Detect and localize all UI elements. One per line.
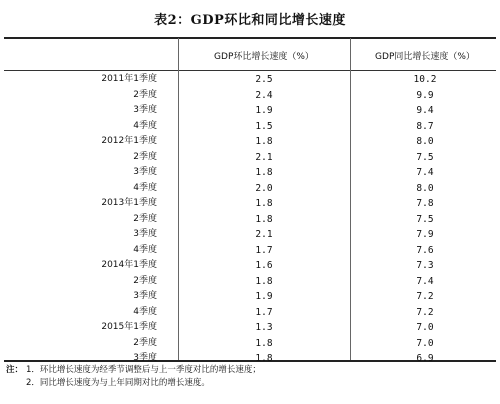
qoq-value: 1.8 — [255, 337, 273, 349]
yoy-value: 7.4 — [416, 167, 434, 178]
yoy-value: 7.9 — [416, 229, 434, 240]
qoq-value: 2.5 — [255, 74, 273, 85]
row-label: 4季度 — [133, 306, 157, 317]
qoq-value: 1.8 — [255, 198, 273, 209]
table-row — [0, 165, 500, 181]
qoq-value: 1.9 — [255, 105, 273, 116]
yoy-value: 7.6 — [416, 244, 434, 256]
table-row — [0, 305, 500, 321]
yoy-value: 6.9 — [416, 353, 434, 364]
row-label: 3季度 — [133, 105, 157, 115]
table-row — [0, 150, 500, 166]
table-row — [0, 103, 500, 119]
table-row — [0, 134, 500, 150]
qoq-value: 2.0 — [255, 182, 273, 194]
yoy-value: 9.4 — [416, 105, 434, 116]
table-top-rule — [4, 37, 496, 39]
table-row — [0, 258, 500, 274]
qoq-value: 1.8 — [255, 136, 273, 147]
table-row — [0, 289, 500, 305]
row-label: 3季度 — [133, 353, 157, 363]
yoy-value: 8.0 — [416, 136, 434, 147]
row-label: 4季度 — [133, 182, 157, 193]
note-label: 注： — [6, 365, 24, 375]
qoq-value: 1.8 — [255, 353, 273, 364]
table-body — [0, 72, 500, 367]
qoq-value: 2.1 — [255, 229, 273, 240]
row-label: 2015年1季度 — [101, 322, 157, 332]
note-line-2 — [6, 377, 261, 390]
qoq-value: 2.4 — [255, 89, 273, 101]
table-header-rule — [4, 70, 496, 71]
table-row — [0, 72, 500, 88]
row-label: 2013年1季度 — [101, 198, 157, 208]
row-label: 2012年1季度 — [101, 136, 157, 146]
yoy-value: 7.2 — [416, 306, 434, 318]
qoq-value: 1.6 — [255, 260, 273, 271]
table-row — [0, 196, 500, 212]
table-row — [0, 336, 500, 352]
row-label: 2季度 — [133, 213, 157, 224]
yoy-value: 7.5 — [416, 151, 434, 163]
note-text-1: 1．环比增长速度为经季节调整后与上一季度对比的增长速度； — [26, 365, 261, 375]
table-row — [0, 243, 500, 259]
header-yoy: GDP同比增长速度（%） — [375, 52, 475, 62]
qoq-value: 1.8 — [255, 213, 273, 225]
yoy-value: 7.8 — [416, 198, 434, 209]
table-row — [0, 320, 500, 336]
row-label: 2季度 — [133, 275, 157, 286]
row-label: 2014年1季度 — [101, 260, 157, 270]
table-notes — [6, 364, 261, 390]
yoy-value: 8.7 — [416, 120, 434, 132]
qoq-value: 2.1 — [255, 151, 273, 163]
yoy-value: 7.3 — [416, 260, 434, 271]
table-title: 表2：GDP环比和同比增长速度 — [154, 13, 346, 28]
row-label: 2季度 — [133, 89, 157, 100]
yoy-value: 7.4 — [416, 275, 434, 287]
row-label: 2011年1季度 — [101, 74, 157, 84]
row-label: 4季度 — [133, 244, 157, 255]
table-row — [0, 212, 500, 228]
table-row — [0, 119, 500, 135]
qoq-value: 1.7 — [255, 244, 273, 256]
row-label: 3季度 — [133, 229, 157, 239]
table-row — [0, 274, 500, 290]
qoq-value: 1.9 — [255, 291, 273, 302]
yoy-value: 7.0 — [416, 322, 434, 333]
header-qoq: GDP环比增长速度（%） — [214, 52, 314, 62]
yoy-value: 7.2 — [416, 291, 434, 302]
table-row — [0, 181, 500, 197]
row-label: 2季度 — [133, 337, 157, 348]
yoy-value: 8.0 — [416, 182, 434, 194]
qoq-value: 1.3 — [255, 322, 273, 333]
qoq-value: 1.8 — [255, 275, 273, 287]
table-row — [0, 88, 500, 104]
table-row — [0, 227, 500, 243]
yoy-value: 7.0 — [416, 337, 434, 349]
qoq-value: 1.8 — [255, 167, 273, 178]
row-label: 3季度 — [133, 291, 157, 301]
note-line-1 — [6, 364, 261, 377]
yoy-value: 7.5 — [416, 213, 434, 225]
row-label: 2季度 — [133, 151, 157, 162]
qoq-value: 1.5 — [255, 120, 273, 132]
note-text-2: 2．同比增长速度为与上年同期对比的增长速度。 — [26, 378, 210, 388]
yoy-value: 10.2 — [413, 74, 437, 85]
qoq-value: 1.7 — [255, 306, 273, 318]
row-label: 3季度 — [133, 167, 157, 177]
row-label: 4季度 — [133, 120, 157, 131]
yoy-value: 9.9 — [416, 89, 434, 101]
